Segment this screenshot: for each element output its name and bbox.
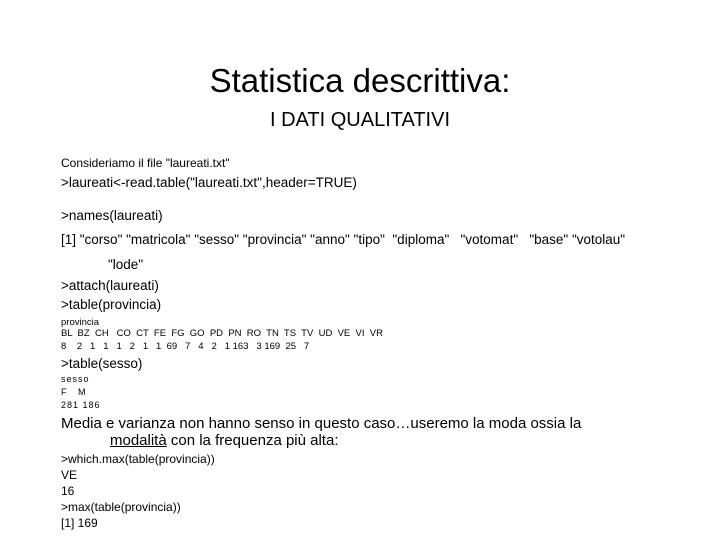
note-line-2 [110,433,339,448]
names-command: >names(laureati) [61,208,163,223]
provincia-names: BL BZ CH CO CT FE FG GO PD PN RO TN TS TV UD VE VI VR [61,328,383,339]
attach-command: >attach(laureati) [61,278,159,293]
provincia-header: provincia [61,317,100,328]
intro-text: Consideriamo il file "laureati.txt" [61,156,230,170]
provincia-counts: 8 2 1 1 1 2 1 1 69 7 4 2 1 163 3 169 25 7 [61,341,310,352]
slide-title: Statistica descrittiva: [209,62,511,99]
sesso-names: F M [61,387,87,397]
which-max-output-name: VE [61,468,78,482]
table-sesso-command: >table(sesso) [61,356,143,371]
table-provincia-command: >table(provincia) [61,297,162,312]
max-command: >max(table(provincia)) [61,500,181,514]
read-table-command: >laureati<-read.table("laureati.txt",header=TRUE) [61,175,357,190]
names-output-line-1: [1] "corso" "matricola" "sesso" "provincia" "anno" "tipo" "diploma" "votomat" "base" "votolau" [61,232,626,247]
slide-subtitle: I DATI QUALITATIVI [269,109,451,131]
note-line-2-rest: con la frequenza più alta: [166,432,339,449]
which-max-command: >which.max(table(provincia)) [61,452,215,466]
modalita-term: modalità [110,432,167,449]
max-output: [1] 169 [61,516,98,530]
sesso-header: sesso [61,374,90,384]
sesso-counts: 281 186 [61,400,101,410]
which-max-output-index: 16 [61,484,75,498]
note-line-1: Media e varianza non hanno senso in questo caso…useremo la moda ossia la [61,415,582,432]
names-output-line-2: "lode" [108,257,144,272]
